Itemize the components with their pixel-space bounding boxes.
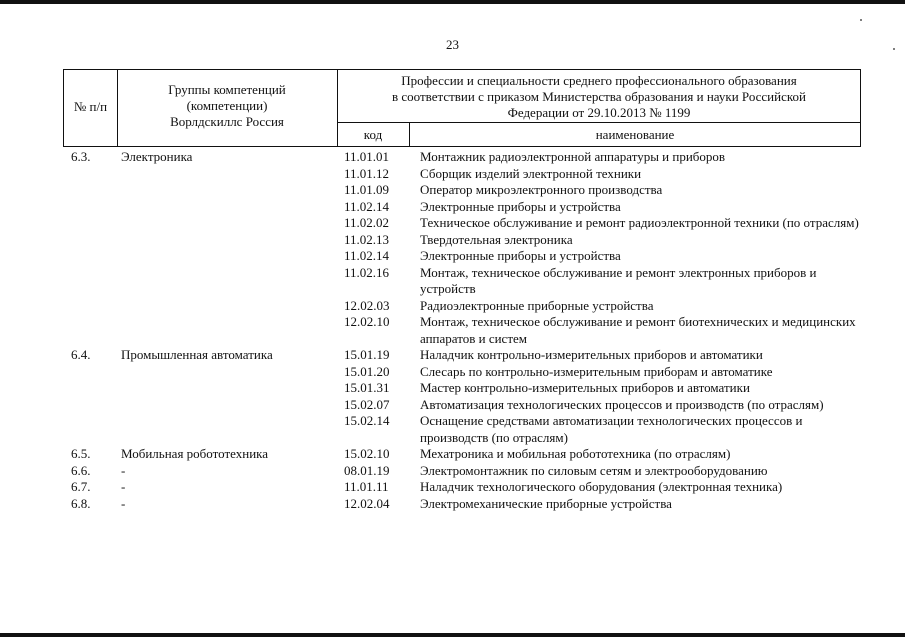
table-header bbox=[63, 69, 861, 147]
specialty-code: 11.02.16 bbox=[344, 264, 390, 280]
header-divider bbox=[337, 122, 860, 123]
scan-bottom-border bbox=[0, 633, 905, 637]
specialty-code: 11.01.12 bbox=[344, 165, 390, 181]
specialty-code: 11.02.14 bbox=[344, 198, 390, 214]
specialty-name: Наладчик технологического оборудования (электронная техника) bbox=[420, 479, 783, 494]
competence-group: Промышленная автоматика bbox=[121, 347, 273, 362]
specialty-code: 12.02.10 bbox=[344, 314, 390, 329]
specialty-name: Твердотельная электроника bbox=[420, 231, 573, 247]
scan-speck bbox=[860, 19, 862, 21]
specialty-code: 15.02.14 bbox=[344, 413, 390, 428]
table-row bbox=[0, 380, 905, 397]
specialty-code: 08.01.19 bbox=[344, 462, 390, 478]
header-col-group-line: Группы компетенций bbox=[168, 82, 286, 97]
table-row bbox=[0, 347, 905, 364]
competence-group: - bbox=[121, 479, 126, 494]
table-row bbox=[0, 463, 905, 480]
table-row bbox=[0, 314, 905, 347]
specialty-code: 11.01.01 bbox=[344, 149, 390, 164]
specialty-code: 12.02.03 bbox=[344, 297, 390, 313]
table-row bbox=[0, 413, 905, 446]
specialty-name: Электромонтажник по силовым сетям и электрооборудованию bbox=[420, 462, 768, 478]
row-number: 6.7. bbox=[71, 479, 91, 494]
row-number: 6.4. bbox=[71, 347, 91, 362]
specialty-name: Наладчик контрольно-измерительных приборов и автоматики bbox=[420, 347, 763, 362]
row-number: 6.6. bbox=[71, 462, 91, 478]
specialty-name: Техническое обслуживание и ремонт радиоэлектронной техники (по отраслям) bbox=[420, 215, 859, 230]
table-row bbox=[0, 199, 905, 216]
specialty-code: 15.01.19 bbox=[344, 347, 390, 362]
row-number: 6.5. bbox=[71, 446, 91, 461]
table-row bbox=[0, 215, 905, 232]
competence-group: - bbox=[121, 495, 126, 511]
table-row bbox=[0, 397, 905, 414]
specialty-code: 11.01.09 bbox=[344, 182, 390, 197]
specialty-name: Оснащение средствами автоматизации технологических процессов и производств (по отраслям) bbox=[420, 413, 803, 445]
specialty-name: Сборщик изделий электронной техники bbox=[420, 165, 642, 181]
specialty-name: Мехатроника и мобильная робототехника (по отраслям) bbox=[420, 446, 731, 461]
header-col-name: наименование bbox=[595, 127, 675, 142]
specialty-code: 15.01.31 bbox=[344, 380, 390, 395]
specialty-name: Радиоэлектронные приборные устройства bbox=[420, 297, 654, 313]
table-row bbox=[0, 232, 905, 249]
competence-group: Мобильная робототехника bbox=[121, 446, 269, 461]
specialty-code: 12.02.04 bbox=[344, 495, 390, 511]
table-row bbox=[0, 265, 905, 298]
specialty-name: Мастер контрольно-измерительных приборов и автоматики bbox=[420, 380, 750, 395]
specialty-name: Монтажник радиоэлектронной аппаратуры и приборов bbox=[420, 149, 726, 164]
specialty-name: Слесарь по контрольно-измерительным приборам и автоматике bbox=[420, 363, 773, 379]
specialty-name: Оператор микроэлектронного производства bbox=[420, 182, 663, 197]
specialty-name: Электронные приборы и устройства bbox=[420, 198, 621, 214]
header-col-group-line: (компетенции) bbox=[186, 98, 268, 113]
specialty-code: 15.02.10 bbox=[344, 446, 390, 461]
competence-group: - bbox=[121, 462, 126, 478]
table-row bbox=[0, 182, 905, 199]
table-body bbox=[0, 149, 905, 512]
table-row bbox=[0, 479, 905, 496]
header-col-professions-line: в соответствии с приказом Министерства образования и науки Российской bbox=[392, 89, 806, 104]
table-row bbox=[0, 364, 905, 381]
specialty-code: 15.02.07 bbox=[344, 396, 390, 412]
specialty-code: 11.01.11 bbox=[344, 479, 389, 494]
specialty-name: Автоматизация технологических процессов и производств (по отраслям) bbox=[420, 396, 824, 412]
table-row bbox=[0, 149, 905, 166]
table-row bbox=[0, 298, 905, 315]
row-number: 6.3. bbox=[71, 149, 91, 164]
table-row bbox=[0, 496, 905, 513]
page-number: 23 bbox=[446, 37, 459, 52]
specialty-code: 11.02.14 bbox=[344, 248, 390, 263]
header-col-group-line: Ворлдскиллс Россия bbox=[170, 114, 284, 129]
specialty-code: 11.02.02 bbox=[344, 215, 390, 230]
specialty-code: 11.02.13 bbox=[344, 231, 390, 247]
header-col-professions-line: Федерации от 29.10.2013 № 1199 bbox=[507, 105, 691, 120]
specialty-code: 15.01.20 bbox=[344, 363, 390, 379]
table-row bbox=[0, 446, 905, 463]
header-col-number: № п/п bbox=[73, 99, 108, 114]
competence-group: Электроника bbox=[121, 149, 193, 164]
header-col-professions-line: Профессии и специальности среднего профессионального образования bbox=[401, 73, 797, 88]
table-row bbox=[0, 248, 905, 265]
specialty-name: Электромеханические приборные устройства bbox=[420, 495, 672, 511]
specialty-name: Монтаж, техническое обслуживание и ремонт электронных приборов и устройств bbox=[420, 264, 817, 296]
specialty-name: Монтаж, техническое обслуживание и ремонт биотехнических и медицинских аппаратов и систем bbox=[420, 314, 856, 346]
header-col-professions bbox=[337, 73, 861, 121]
header-col-group bbox=[117, 82, 337, 130]
row-number: 6.8. bbox=[71, 495, 91, 511]
table-row bbox=[0, 166, 905, 183]
header-col-code: код bbox=[363, 127, 383, 142]
scan-top-border bbox=[0, 0, 905, 4]
specialty-name: Электронные приборы и устройства bbox=[420, 248, 621, 263]
